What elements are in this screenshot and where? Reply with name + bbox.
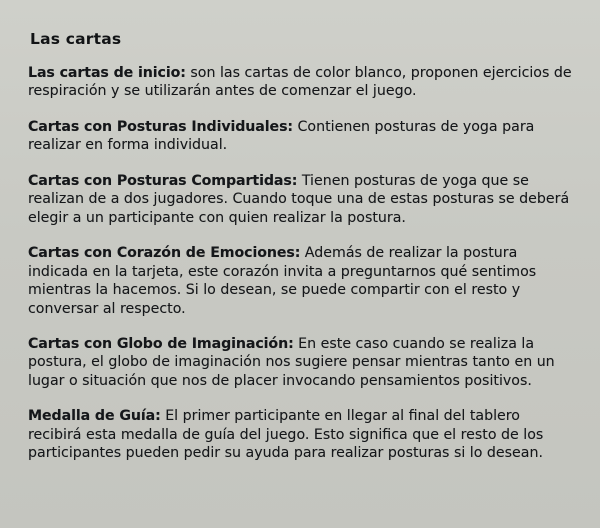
section-body: Tienen posturas de yoga que se realizan de a dos jugadores. Cuando toque una de estas posturas se deberá elegir a un participante con quien realizar la postura. bbox=[28, 172, 570, 226]
section-body: son las cartas de color blanco, proponen ejercicios de respiración y se utilizarán antes de comenzar el juego. bbox=[28, 65, 572, 100]
section-body: En este caso cuando se realiza la postura, el globo de imaginación nos sugiere pensar mientras tanto en un lugar o situación que nos de placer invocando pensamientos positivos. bbox=[28, 335, 555, 389]
section-lead: Cartas con Posturas Compartidas: bbox=[28, 172, 298, 189]
section-posturas-individuales bbox=[28, 118, 572, 155]
section-corazon-de-emociones bbox=[28, 244, 572, 318]
section-body: Además de realizar la postura indicada en la tarjeta, este corazón invita a preguntarnos qué sentimos mientras la hacemos. Si lo desean, se puede compartir con el resto y conversar al respecto. bbox=[28, 245, 537, 317]
section-globo-de-imaginacion bbox=[28, 335, 572, 390]
section-medalla-de-guia bbox=[28, 407, 572, 462]
page-title: Las cartas bbox=[30, 30, 122, 48]
section-lead: Cartas con Corazón de Emociones: bbox=[28, 245, 301, 262]
section-body: El primer participante en llegar al final del tablero recibirá esta medalla de guía del juego. Esto significa que el resto de los participantes pueden pedir su ayuda para realizar posturas si lo desean. bbox=[28, 408, 544, 462]
section-posturas-compartidas bbox=[28, 172, 572, 227]
section-body: Contienen posturas de yoga para realizar en forma individual. bbox=[28, 118, 535, 154]
section-lead: Cartas con Posturas Individuales: bbox=[28, 118, 293, 135]
section-lead: Las cartas de inicio: bbox=[28, 65, 186, 81]
section-cartas-de-inicio bbox=[28, 64, 572, 101]
section-lead: Medalla de Guía: bbox=[28, 408, 161, 425]
section-lead: Cartas con Globo de Imaginación: bbox=[28, 335, 294, 352]
